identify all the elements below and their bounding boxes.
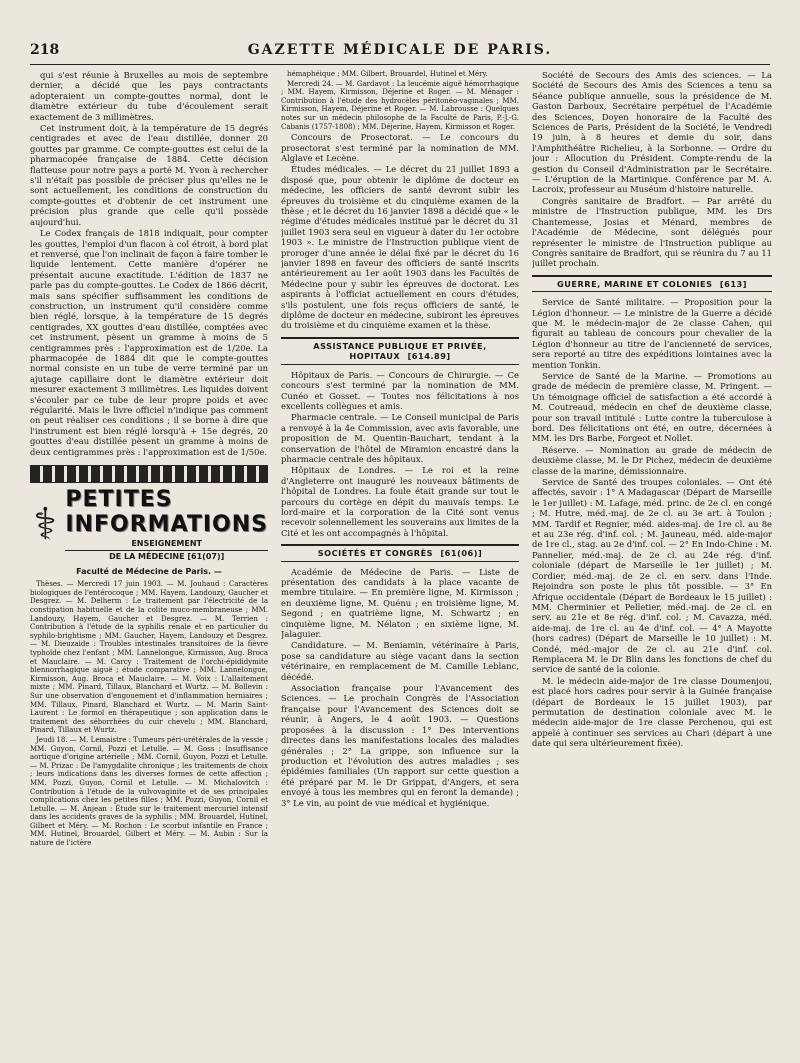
section-code: [613] — [719, 278, 747, 289]
paragraph: Thèses. — Mercredi 17 juin 1903. — M. Jouhaud : Caractères biologiques de l'entérocoque ; MM. Hayem, Landouzy, Gaucher et Desgrez. — M. Delherm : Le traitement par l'électricité de la constipation habituelle et de la colite muco-membraneuse ; MM. Landouzy, Hayem, Gaucher et Desgrez. — M. Terrien : Contribution à l'étude de la syphilis rénale et en particulier du syphilo-brightisme ; MM. Gaucher, Hayem, Landouzy et Desgrez. — M. Dieuzaide : Troubles intestinales transitoires de la fièvre typhoïde chez l'enfant ; MM. Lannelongue, Kirmisson, Aug. Broca et Mauclaire. — M. Carcy : Traitement de l'orchi-épididymite blennorrhagique aiguë ; étude comparative ; MM. Lannelongue, Kirmisson, Aug. Broca et Mauclaire. — M. Voix : L'allaitement mixte ; MM. Pinard, Tillaux, Blanchard et Wurtz. — M. Bollevin : Sur une observation d'engouement et d'inflammation herniaires ; MM. Tillaux, Pinard, Blanchard et Wurtz. — M. Marin Saint-Laurent : Le formol en thérapeutique ; son application dans le traitement des séborrhées du cuir chevelu ; MM. Blanchard, Pinard, Tillaux et Wurtz. — [30, 580, 268, 735]
societes-section-header — [281, 544, 519, 561]
informations-title: INFORMATIONS — [65, 512, 268, 538]
medecine-label: DE LA MÉDECINE — [109, 552, 185, 562]
column-right — [532, 70, 772, 1055]
paragraph: Candidature. — M. Beniamin, vétérinaire à Paris, pose sa candidature au siège vacant dans la section vétérinaire, en remplacement de M. Camille Leblanc, décédé. — [281, 640, 519, 682]
paragraph: Service de Santé de la Marine. — Promotions au grade de médecin de première classe, M. Pringent. — Un témoignage officiel de satisfaction a été accordé à M. Coutreaud, médecin en chef de deuxième classe, pour son travail intitulé : Lutte contre la tuberculose à bord. Des félicitations ont été, en outre, décernées à MM. les Drs Barbe, Forgeot et Nollet. — [532, 370, 772, 444]
faculte-title: Faculté de Médecine de Paris. — — [76, 566, 222, 576]
column-middle — [281, 70, 519, 1055]
section-code: [614.89] — [407, 351, 451, 362]
paragraph: Concours de Prosectorat. — Le concours du prosectorat s'est terminé par la nomination de MM. Alglave et Lecène. — [281, 132, 519, 163]
column-left — [30, 70, 268, 1055]
societes-label: SOCIÉTÉS ET CONGRÈS — [317, 548, 434, 559]
caduceus-icon: ⚕ — [33, 499, 58, 551]
paragraph: Société de Secours des Amis des sciences. — La Société de Secours des Amis des Sciences a tenu sa Séance publique annuelle, sous la présidence de M. Gaston Darboux, Secrétaire perpétuel de l'Académie des Sciences, Doyen honoraire de la Faculté des Sciences de Paris, Président de la Société, le Vendredi 19 juin, à 8 heures et demie du soir, dans l'Amphithéâtre Richelieu, à la Sorbonne. — Ordre du jour : Allocution du Président. Compte-rendu de la gestion du Conseil d'Administration par le Secrétaire. — L'éruption de la Martinique. Conférence par M. A. Lacroix, professeur au Muséum d'histoire naturelle. — [532, 70, 772, 195]
paragraph: Congrès sanitaire de Bradfort. — Par arrêté du ministre de l'Instruction publique, MM. les Drs Chantemesse, Josias et Ménard, membres de l'Académie de Médecine, sont délégués pour représenter le ministre de l'Instruction publique au Congrès sanitaire de Bradfort, qui se réunira du 7 au 11 juillet prochain. — [532, 195, 772, 269]
assistance-label: ASSISTANCE PUBLIQUE ET PRIVÉE, — [313, 340, 487, 351]
enseignement-label: ENSEIGNEMENT — [65, 537, 268, 551]
section-code: [61(07)] — [187, 552, 225, 562]
paragraph: Académie de Médecine de Paris. — Liste de présentation des candidats à la place vacante de membre titulaire. — En première ligne, M. Kirmisson ; en deuxième ligne, M. Quénu ; en troisième ligne, M. Segond ; en quatrième ligne, M. Schwartz ; en cinquième ligne, M. Nélaton ; en sixième ligne, M. Jalaguier. — [281, 566, 519, 640]
paragraph: Hôpitaux de Londres. — Le roi et la reine d'Angleterre ont inauguré les nouveaux bâtiments de l'hôpital de Londres. La foule était grande sur tout le parcours du cortège en dépit du mauvais temps. Le lord-maire et la corporation de la Cité sont venus recevoir solennellement les souverains aux limites de la Cité et les ont accompagnés à l'hôpital. — [281, 465, 519, 538]
paragraph: Réserve. — Nomination au grade de médecin de deuxième classe, M. le Dr Pichez, médecin de deuxième classe de la marine, démissionnaire. — [532, 444, 772, 476]
paragraph: M. le médecin aide-major de 1re classe Doumenjou, est placé hors cadres pour servir à la Guinée française (départ de Bordeaux le 15 juillet 1903), par permutation de destination coloniale avec M. le médecin aide-major de 1re classe Perchenou, qui est appelé à continuer ses services au Chari (départ à une date qui sera ultérieurement fixée). — [532, 675, 772, 749]
journal-title: GAZETTE MÉDICALE DE PARIS. — [247, 42, 553, 58]
paragraph: Association française pour l'Avancement des Sciences. — Le prochain Congrès de l'Association française pour l'Avancement des Sciences doit se réunir, à Angers, le 4 août 1903. — Questions proposées à la discussion : 1° Des interventions directes dans les manifestations locales des maladies générales ; 2° La grippe, son influence sur la production et l'évolution des autres maladies ; ses épidémies familiales (Un rapport sur cette question a été préparé par M. le Dr Grippat, d'Angers, et sera envoyé à tous les membres qui en feront la demande) ; 3° Le vin, au point de vue médical et hygiénique. — [281, 683, 519, 808]
paragraph: Jeudi 18. — M. Lemaistre : Tumeurs péri-urétérales de la vessie ; MM. Guyon, Cornil, Pozzi et Letulle. — M. Goss : Insuffisance aortique d'origine artérielle ; MM. Cornil, Guyon, Pozzi et Letulle. — M. Prizac : De l'amygdalite chronique ; les traitements de choix ; leurs indications dans les diverses formes de cette affection ; MM. Pozzi, Guyon, Cornil et Letulle. — M. Michalovitch : Contribution à l'étude de la vulvovaginite et de ses principales complications chez les petites filles ; MM. Pozzi, Guyon, Cornil et Letulle. — M. Anjean : Étude sur le traitement mercuriel intensif dans les accidents graves de la syphilis ; MM. Brouardel, Hutinel, Gilbert et Méry. — M. Rochon : Le scorbut infantile en France ; MM. Hutinel, Brouardel, Gilbert et Méry. — M. Aubin : Sur la nature de l'ictère — [30, 735, 268, 848]
guerre-section-header — [532, 275, 772, 292]
paragraph: Le Codex français de 1818 indiquait, pour compter les gouttes, l'emploi d'un flacon à col étroit, à bord plat et renversé, que l'on inclinait de façon à faire tomber le liquide lentement. Cette manière d'opérer ne présentait aucune exactitude. L'édition de 1837 ne parle pas du compte-gouttes. Le Codex de 1866 décrit, mais sans spécifier suffisamment les conditions de construction, un instrument qu'il considère comme bien réglé, lorsque, à la température de 15 degrés centigrades, XX gouttes d'eau distillée, comptées avec cet instrument, pèsent un gramme à moins de 5 centigrammes près : l'approximation est de 1/20e. La pharmacopée de 1884 dit que le compte-gouttes normal consiste en un tube de verre terminé par un ajutage capillaire dont le diamètre extérieur doit mesurer exactement 3 millimètres. Les liquides doivent s'écouler par ce tube de leur propre poids et avec régularité. Mais le livre officiel n'indique pas comment on peut réaliser ces conditions ; il se borne à dire que l'instrument est bien réglé lorsqu'à + 15e degrés, 20 gouttes d'eau distillée pèsent un gramme à moins de deux centigrammes près : l'approximation est de 1/50e. — [30, 228, 268, 457]
paragraph: Service de Santé militaire. — Proposition pour la Légion d'honneur. — Le ministre de la Guerre a décidé que M. le médecin-major de 2e classe Cahen, qui figurait au tableau de concours pour chevalier de la Légion d'honneur au titre de l'ancienneté de services, sera reporté au titre des expéditions lointaines avec la mention Tonkin. — [532, 297, 772, 370]
guerre-label: GUERRE, MARINE ET COLONIES — [557, 278, 713, 289]
paragraph: hémaphéique ; MM. Gilbert, Brouardel, Hutinel et Méry. — [287, 70, 488, 78]
paragraph: qui s'est réunie à Bruxelles au mois de septembre dernier, a décidé que les pays contractants adopteraient un compte-gouttes normal, dont le diamètre extérieur du tube d'écoulement serait exactement de 3 millimètres. — [30, 70, 268, 122]
petites-title: PETITES — [65, 487, 173, 513]
paragraph: Cet instrument doit, à la température de 15 degrés centigrades et avec de l'eau distillée, donner 20 gouttes par gramme. Ce compte-gouttes est celui de la pharmacopée française de 1884. Cette décision flatteuse pour notre pays a porté M. Yvon à rechercher s'il n'était pas possible de préciser plus qu'elles ne le sont actuellement, les conditions de construction du compte-gouttes et d'obtenir de cet instrument une précision plus grande que celle qu'il possède aujourd'hui. — [30, 123, 268, 227]
paragraph: Service de Santé des troupes coloniales. — Ont été affectés, savoir : 1° A Madagascar (Départ de Marseille le 1er juillet) : M. Lafage, méd. princ. de 2e cl. en congé ; M. Hutre, méd.-maj. de 2e cl. au 3e art. à Toulon ; MM. Tardif et Regnier, méd. aides-maj. de 1re cl. au 8e et au 23e rég. d'inf. col. ; M. Jauneau, méd. aide-major de 1re cl., stag. au 2e d'inf. col. — 2° En Indo-Chine : M. Pannelier, méd.-maj. de 2e cl. au 24e rég. d'inf. coloniale (départ de Marseille le 1er juillet) ; M. Cordier, méd.-maj. de 2e cl. en serv. dans l'Inde. Rejoindra son poste le plus tôt possible. — 3° En Afrique occidentale (Départ de Bordeaux le 15 juillet) : MM. Cherminier et Pelletier, méd.-maj. de 2e cl. en serv. au 21e et 8e rég. d'inf. col. ; M. Cavazza, méd. aide-maj. de 1re cl. au 4e d'inf. col. — 4° A Mayotte (hors cadres) (Départ de Marseille le 10 juillet) : M. Condé, méd.-major de 2e cl. au 21e d'inf. col. Remplacera M. le Dr Blin dans les fonctions de chef du service de santé de la colonie. — [532, 477, 772, 675]
section-code: [61(06)] — [440, 548, 483, 559]
paragraph: Mercredi 24. — M. Gardavot : La leucémie aiguë hémorrhagique ; MM. Hayem, Kirmisson, Déjerine et Roger. — M. Ménager : Contribution à l'étude des hydrocèles péritonéo-vaginales ; MM. Kirmisson, Hayem, Déjerine et Roger. — M. Labrousse : Quelques notes sur un médecin philosophe de la Faculté de Paris, P.-J.-G. Cabanis (1757-1808) ; MM. Déjerine, Hayem, Kirmisson et Roger. — [281, 79, 519, 131]
paragraph: Hôpitaux de Paris. — Concours de Chirurgie. — Ce concours s'est terminé par la nomination de MM. Cunéo et Gosset. — Toutes nos félicitations à nos excellents collègues et amis. — [281, 369, 519, 411]
ornament-band — [30, 465, 268, 483]
assistance-section-header — [281, 337, 519, 365]
medecine-section-header — [65, 551, 268, 563]
page-number: 218 — [30, 42, 60, 58]
hopitaux-label: HOPITAUX — [349, 351, 401, 362]
petites-informations-banner — [30, 487, 268, 564]
page-header — [30, 40, 770, 65]
paragraph: Pharmacie centrale. — Le Conseil municipal de Paris a renvoyé à la 4e Commission, avec avis favorable, une proposition de M. Quentin-Bauchart, tendant à la conservation de l'hôtel de Miramion encastré dans la pharmacie centrale des hôpitaux. — [281, 412, 519, 464]
paragraph: Études médicales. — Le décret du 21 juillet 1893 a disposé que, pour obtenir le diplôme de docteur en médecine, les officiers de santé devront subir les épreuves du troisième et du cinquième examen de la thèse ; et le décret du 16 janvier 1898 a décidé que « le régime d'études médicales institué par le décret du 31 juillet 1903 sera seul en vigueur à dater du 1er octobre 1903 ». Le ministre de l'Instruction publique vient de proroger d'une année le délai fixé par le décret du 16 janvier 1898 en faveur des officiers de santé inscrits antérieurement au 1er août 1903 dans les Facultés de Médecine pour y subir les épreuves de doctorat. Les aspirants à l'officiat actuellement en cours d'études, s'ils postulent, une fois reçus officiers de santé, le diplôme de docteur en médecine, subiront les épreuves du troisième et du cinquième examen et la thèse. — [281, 164, 519, 331]
